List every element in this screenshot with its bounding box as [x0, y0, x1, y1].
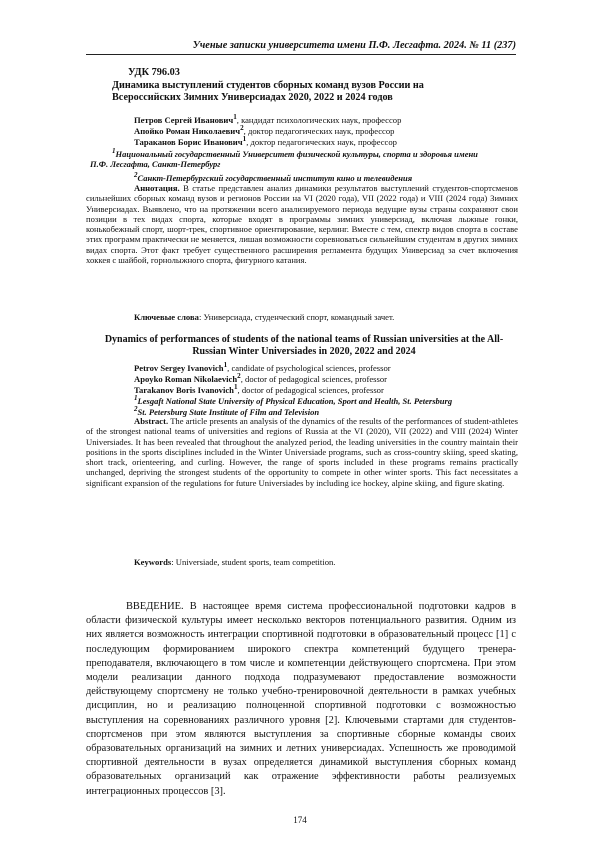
affiliation-text: Санкт-Петербургский государственный институт кино и телевидения: [138, 173, 413, 183]
author-sup: 2: [237, 372, 241, 380]
en-keywords: [134, 557, 335, 567]
author-sup: 2: [240, 124, 244, 132]
ru-affiliation-2: [134, 170, 546, 183]
affiliation-text: Lesgaft National State University of Physical Education, Sport and Health, St. Petersburg: [138, 396, 453, 406]
ru-abstract: [86, 183, 518, 265]
abstract-text: В статье представлен анализ динамики результатов выступлений студентов-спортсменов сильнейших сборных команд вузов и регионов России на VI (2020 года), VII (2022 года) и VIII (2024 года) Зимних Универсиадах. Выявлено, что на протяжении всего анализируемого периода ведущие вузы страны сохраняют свои позиции в тех видах спорта, которые входят в программы зимних универсиад, включая лыжные гонки, конькобежный спорт, шорт-трек, спортивное ориентирование, керлинг. Вместе с тем, спектр видов спорта в составе этих программ практически не меняется, лишая возможности соревноваться сильнейшим студентам в других зимних видах спорта. Этот факт требует существенного расширения регламента будущих Универсиад за счет включения хоккея с шайбой, горнолыжного спорта, фигурного катания.: [86, 183, 518, 265]
abstract-text: The article presents an analysis of the dynamics of the results of the performances of student-athletes of the strongest national teams of universities and regions of Russia at the VI (2020), VII (2022) and VIII (2024) Winter Universiades. It has been revealed that throughout the analyzed period, the leading universities in the country maintain their positions in the sports disciplines included in the Winter Universiade programs, such as cross-country skiing, speed skating, short track, orienteering, and curling. However, the range of sports included in these programs remains practically unchanged, depriving the strongest students of the opportunity to compete in other winter sports. This fact necessitates a significant expansion of the regulations for future Universiades by including ice hockey, alpine skiing, and figure skating.: [86, 416, 518, 488]
abstract-label: Аннотация.: [134, 183, 180, 193]
affiliation-text: Национальный государственный Университет физической культуры, спорта и здоровья имени П.Ф. Лесгафта, Санкт-Петербург: [90, 149, 478, 169]
author-degree: , doctor of pedagogical sciences, professor: [241, 374, 387, 384]
keywords-text: : Universiade, student sports, team competition.: [171, 557, 335, 567]
affiliation-sup: 2: [134, 405, 138, 413]
affiliation-text: St. Petersburg State Institute of Film and Television: [138, 407, 320, 417]
author-name: Petrov Sergey Ivanovich: [134, 363, 224, 373]
author-name: Петров Сергей Иванович: [134, 115, 233, 125]
affiliation-sup: 1: [112, 147, 116, 155]
udk-code: УДК 796.03: [128, 67, 180, 78]
abstract-label: Abstract.: [134, 416, 168, 426]
en-abstract: [86, 416, 518, 488]
author-degree: , доктор педагогических наук, профессор: [244, 126, 395, 136]
journal-header: Ученые записки университета имени П.Ф. Лесгафта. 2024. № 11 (237): [86, 40, 516, 51]
header-rule: [86, 54, 516, 55]
author-degree: , кандидат психологических наук, профессор: [237, 115, 402, 125]
author-name: Апойко Роман Николаевич: [134, 126, 240, 136]
ru-title: Динамика выступлений студентов сборных команд вузов России на Всероссийских Зимних Универсиадах 2020, 2022 и 2024 годов: [112, 80, 482, 104]
ru-affiliation-1: [90, 146, 496, 170]
author-name: Apoyko Roman Nikolaevich: [134, 374, 237, 384]
keywords-label: Ключевые слова: [134, 312, 199, 322]
author-name: Тараканов Борис Иванович: [134, 137, 243, 147]
author-sup: 1: [234, 383, 238, 391]
author-degree: , доктор педагогических наук, профессор: [246, 137, 397, 147]
author-sup: 1: [224, 361, 228, 369]
en-title: Dynamics of performances of students of the national teams of Russian universities at the All-Russian Winter Universiades in 2020, 2022 and 2024: [92, 334, 516, 357]
keywords-label: Keywords: [134, 557, 171, 567]
intro-paragraph: ВВЕДЕНИЕ. В настоящее время система профессиональной подготовки кадров в области физической культуры имеет несколько векторов потенциального развития. Одним из них является возможность интеграции спортивной подготовки в образовательный процесс [1] с последующим формированием широкого спектра компетенций будущего тренера-преподавателя, включающего в том числе и компетенции действующего спортсмена. При этом модели реализации данного подхода подразумевают предоставление возможности действующему спортсмену не только учебно-тренировочной деятельности в рамках учебных дисциплин, но и реализацию полноценной спортивной подготовки с возможностью выступления на соревнованиях различного уровня [2]. Ключевыми стартами для студентов-спортсменов при этом являются выступления за спортивные сборные команды своих образовательных организаций на зимних и летних универсиадах. Успешность же проводимой спортивной деятельности в вузах определяется динамикой выступления сборных команд образовательных организаций как отражение эффективности работы реализуемых интеграционных процессов [3].: [86, 600, 516, 799]
author-degree: , candidate of psychological sciences, professor: [227, 363, 390, 373]
ru-keywords: [134, 312, 394, 322]
author-name: Tarakanov Boris Ivanovich: [134, 385, 234, 395]
keywords-text: : Универсиада, студенческий спорт, командный зачет.: [199, 312, 394, 322]
author-degree: , doctor of pedagogical sciences, professor: [238, 385, 384, 395]
author-sup: 1: [233, 113, 237, 121]
affiliation-sup: 2: [134, 171, 138, 179]
page-number: 174: [0, 815, 600, 825]
affiliation-sup: 1: [134, 394, 138, 402]
author-sup: 1: [243, 135, 247, 143]
